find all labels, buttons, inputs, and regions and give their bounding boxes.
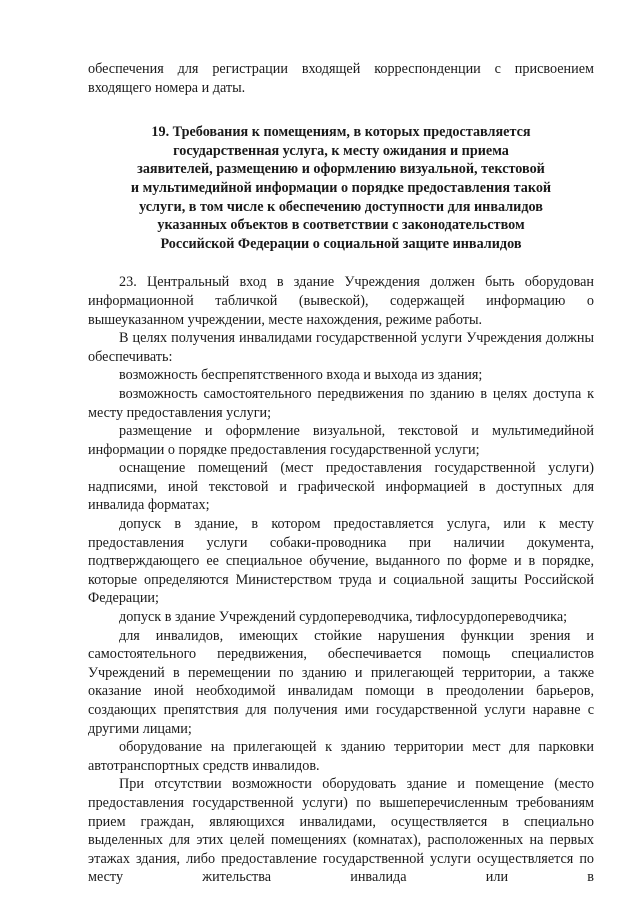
document-page — [88, 60, 594, 887]
section-heading-line: услуги, в том числе к обеспечению доступности для инвалидов — [139, 198, 543, 215]
body-paragraph: оснащение помещений (мест предоставления государственной услуги) надписями, иной текстовой и графической информацией в доступных для инвалида форматах; — [88, 460, 594, 514]
body-paragraph: допуск в здание, в котором предоставляется услуга, или к месту предоставления услуги собаки-проводника при наличии документа, подтверждающего ее специальное обучение, выданного по форме и в порядке, которые определяются Министерством труда и социальной защиты Российской Федерации; — [88, 516, 594, 607]
body-paragraph: допуск в здание Учреждений сурдопереводчика, тифлосурдопереводчика; — [119, 609, 568, 626]
body-paragraph: размещение и оформление визуальной, текстовой и мультимедийной информации о порядке предоставления государственной услуги; — [88, 423, 594, 458]
body-paragraph: оборудование на прилегающей к зданию территории мест для парковки автотранспортных средств инвалидов. — [88, 739, 594, 774]
section-heading-line: государственная услуга, к месту ожидания и приема — [173, 142, 509, 159]
section-heading-line: 19. Требования к помещениям, в которых предоставляется — [151, 124, 531, 141]
intro-continuation-paragraph: обеспечения для регистрации входящей корреспонденции с присвоением входящего номера и даты. — [88, 61, 594, 96]
body-paragraph: возможность беспрепятственного входа и выхода из здания; — [119, 367, 483, 384]
section-heading-line: Российской Федерации о социальной защите инвалидов — [160, 235, 522, 252]
section-heading-line: и мультимедийной информации о порядке предоставления такой — [130, 179, 552, 196]
section-heading — [88, 123, 594, 253]
section-heading-line: указанных объектов в соответствии с законодательством — [157, 217, 525, 234]
body-paragraph: для инвалидов, имеющих стойкие нарушения функции зрения и самостоятельного передвижения, обеспечивается помощь специалистов Учреждений в перемещении по зданию и прилегающей территории, а также оказание иной необходимой инвалидам помощи в преодолении барьеров, создающих препятствия для получения ими государственной услуги наравне с другими лицами; — [88, 627, 594, 737]
body-paragraph: возможность самостоятельного передвижения по зданию в целях доступа к месту предоставления услуги; — [88, 385, 594, 421]
body-paragraph-clause-23: 23. Центральный вход в здание Учреждения должен быть оборудован информационной табличкой (вывеской), содержащей информацию о вышеуказанном учреждении, месте нахождения, режиме работы. — [88, 274, 594, 328]
section-heading-line: заявителей, размещению и оформлению визуальной, текстовой — [137, 161, 545, 178]
body-paragraph: При отсутствии возможности оборудовать здание и помещение (место предоставления государственной услуги) по вышеперечисленным требованиям прием граждан, являющихся инвалидами, осуществляется в специально выделенных для этих целей помещениях (комнатах), расположенных на первых этажах здания, либо предоставление государственной услуги осуществляется по месту жительства инвалида или в — [88, 776, 594, 886]
body-paragraph: В целях получения инвалидами государственной услуги Учреждения должны обеспечивать: — [88, 330, 594, 365]
